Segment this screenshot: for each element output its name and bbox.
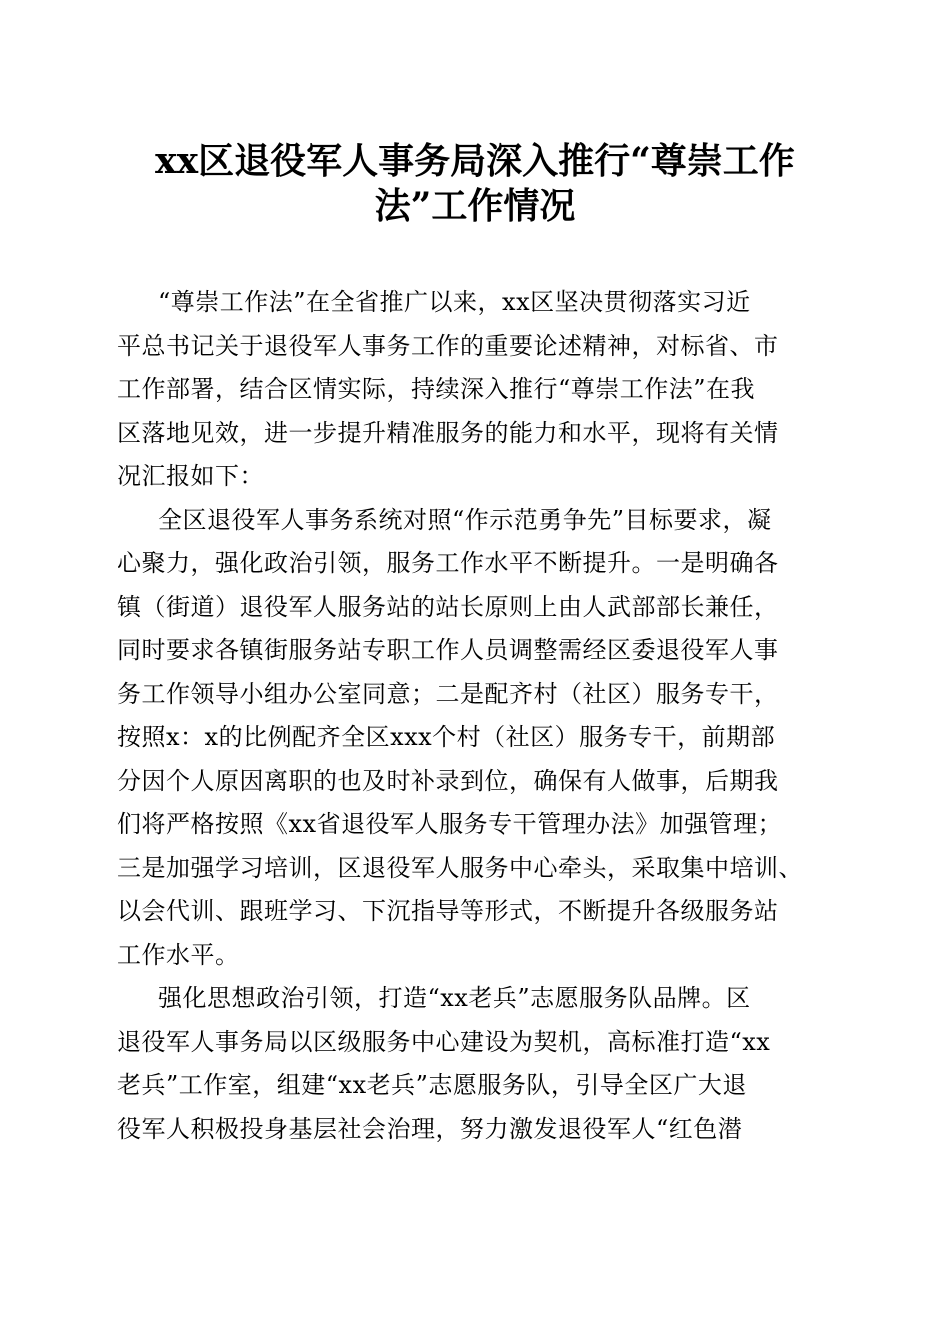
paragraph-line: 工作水平。 [117, 940, 240, 969]
paragraph-line: 役军人积极投身基层社会治理，努力激发退役军人“红色潜 [117, 1114, 743, 1143]
paragraph-line: 分因个人原因离职的也及时补录到位，确保有人做事，后期我 [117, 766, 779, 795]
paragraph-veterans-brand [117, 977, 837, 1151]
paragraph-line: 务工作领导小组办公室同意；二是配齐村（社区）服务专干， [117, 679, 779, 708]
paragraph-line: 退役军人事务局以区级服务中心建设为契机，高标准打造“xx [117, 1027, 771, 1056]
document-body [117, 281, 837, 1151]
paragraph-line: 同时要求各镇街服务站专职工作人员调整需经区委退役军人事 [117, 636, 779, 664]
document-title [100, 139, 850, 229]
paragraph-system [117, 499, 837, 978]
paragraph-line: 平总书记关于退役军人事务工作的重要论述精神，对标省、市 [117, 331, 779, 360]
title-line: xx区退役军人事务局深入推行“尊崇工作 [155, 140, 795, 182]
paragraph-line: 镇（街道）退役军人服务站的站长原则上由人武部部长兼任， [117, 592, 779, 621]
title-line: 法”工作情况 [374, 185, 576, 227]
paragraph-line: 老兵”工作室，组建“xx老兵”志愿服务队，引导全区广大退 [117, 1071, 747, 1099]
paragraph-line: 全区退役军人事务系统对照“作示范勇争先”目标要求，凝 [158, 505, 772, 534]
paragraph-line: 区落地见效，进一步提升精准服务的能力和水平，现将有关情 [117, 418, 779, 447]
paragraph-line: “尊崇工作法”在全省推广以来，xx区坚决贯彻落实习近 [158, 288, 751, 316]
paragraph-intro [117, 281, 837, 499]
paragraph-line: 工作部署，结合区情实际，持续深入推行“尊崇工作法”在我 [117, 375, 756, 403]
paragraph-line: 按照x：x的比例配齐全区xxx个村（社区）服务专干，前期部 [117, 723, 776, 751]
paragraph-line: 们将严格按照《xx省退役军人服务专干管理办法》加强管理； [117, 810, 783, 838]
paragraph-line: 心聚力，强化政治引领，服务工作水平不断提升。一是明确各 [117, 549, 779, 577]
paragraph-line: 三是加强学习培训，区退役军人服务中心牵头，采取集中培训、 [117, 853, 803, 882]
paragraph-line: 以会代训、跟班学习、下沉指导等形式，不断提升各级服务站 [117, 897, 779, 925]
paragraph-line: 强化思想政治引领，打造“xx老兵”志愿服务队品牌。区 [158, 984, 751, 1012]
paragraph-line: 况汇报如下： [117, 462, 264, 490]
